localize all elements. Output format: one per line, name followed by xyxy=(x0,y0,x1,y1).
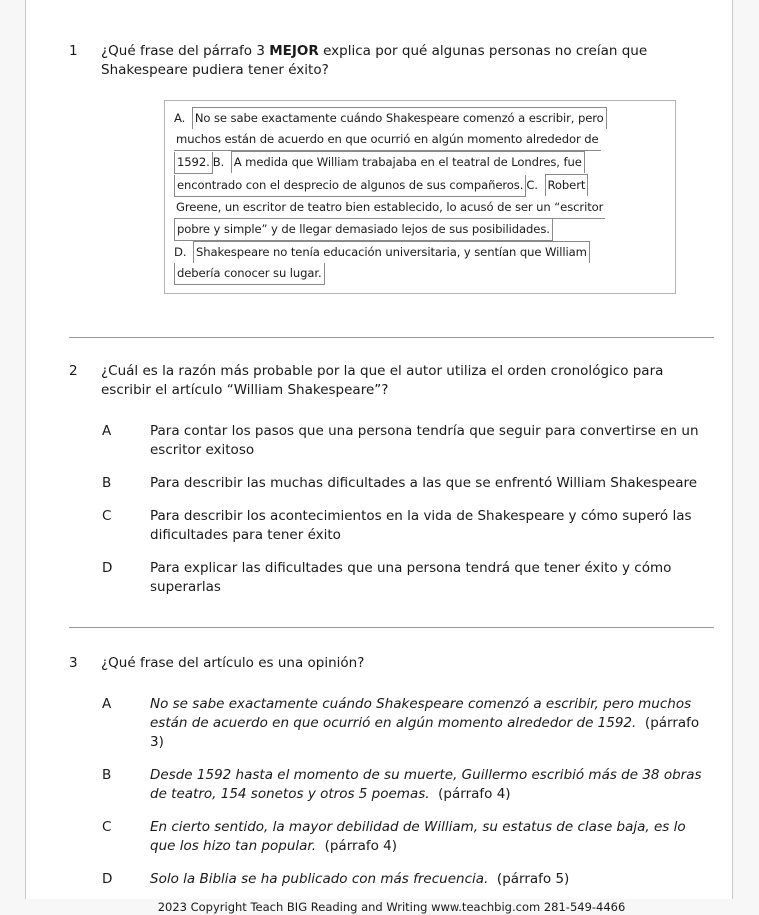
boxed-fragment-b1: A medida que William trabajaba en el teatral de Londres, fue xyxy=(231,151,585,173)
option-paragraph-ref-value: (párrafo 5) xyxy=(496,871,570,887)
footer-copyright: 2023 Copyright Teach BIG Reading and Writing www.teachbig.com 281-549-4466 xyxy=(157,900,626,914)
option-text: Para contar los pasos que una persona tendría que seguir para convertirse en un escritor exitoso xyxy=(150,423,699,458)
boxed-line-2 xyxy=(174,129,666,151)
question-2-prompt: ¿Cuál es la razón más probable por la que el autor utiliza el orden cronológico para escribir el artículo “William Shakespeare”? xyxy=(101,363,664,398)
question-3-header xyxy=(69,654,714,673)
question-2-option-d[interactable] xyxy=(69,559,714,597)
question-1-prompt-before: ¿Qué frase del párrafo 3 xyxy=(101,43,270,59)
question-2-number: 2 xyxy=(69,363,78,379)
boxed-fragment-c1: Robert xyxy=(545,174,589,196)
boxed-fragment-d2: debería conocer su lugar. xyxy=(174,263,325,285)
boxed-fragment-b2: encontrado con el desprecio de algunos de sus compañeros. xyxy=(174,175,526,197)
option-quote: No se sabe exactamente cuándo Shakespeare comenzó a escribir, pero muchos están de acuerdo en que ocurrió en algún momento alrededor de 1592. xyxy=(150,696,692,731)
option-letter: C xyxy=(102,508,112,524)
question-3-option-b[interactable] xyxy=(69,766,714,804)
option-paragraph-ref xyxy=(316,838,325,854)
boxed-label-b: B. xyxy=(212,155,225,169)
question-block-3 xyxy=(26,628,732,889)
option-quote: En cierto sentido, la mayor debilidad de William, su estatus de clase baja, es lo que los hizo tan popular. xyxy=(150,819,686,854)
question-1-prompt xyxy=(101,42,714,80)
boxed-fragment-a1: No se sabe exactamente cuándo Shakespeare comenzó a escribir, pero xyxy=(192,107,607,129)
boxed-label-c: C. xyxy=(526,178,538,192)
boxed-fragment-d1: Shakespeare no tenía educación universitaria, y sentían que William xyxy=(193,241,590,263)
question-3-number: 3 xyxy=(69,655,78,671)
option-text: Para describir las muchas dificultades a las que se enfrentó William Shakespeare xyxy=(150,475,698,491)
boxed-line-8 xyxy=(174,263,666,285)
option-quote: Desde 1592 hasta el momento de su muerte, Guillermo escribió más de 38 obras de teatro, 154 sonetos y otros 5 poemas. xyxy=(150,767,702,802)
boxed-line-3 xyxy=(174,151,666,174)
option-text xyxy=(150,818,714,856)
boxed-fragment-c3: pobre y simple” y de llegar demasiado lejos de sus posibilidades. xyxy=(174,219,553,241)
question-block-2 xyxy=(26,338,732,597)
option-letter: C xyxy=(102,819,112,835)
option-letter: B xyxy=(102,475,112,491)
question-2-option-b[interactable] xyxy=(69,474,714,493)
worksheet-page xyxy=(25,0,733,914)
option-letter: B xyxy=(102,767,112,783)
question-2-option-a[interactable] xyxy=(69,422,714,460)
boxed-fragment-a2: muchos están de acuerdo en que ocurrió en algún momento alrededor de xyxy=(174,129,601,151)
option-letter: A xyxy=(102,423,112,439)
boxed-label-a: A. xyxy=(174,111,186,125)
option-paragraph-ref-value: (párrafo 3) xyxy=(150,715,700,750)
option-paragraph-ref xyxy=(430,786,439,802)
worksheet-sheet xyxy=(26,0,732,914)
option-paragraph-ref-value: (párrafo 4) xyxy=(438,786,511,802)
boxed-fragment-a3: 1592. xyxy=(174,152,213,174)
question-1-prompt-emphasis: MEJOR xyxy=(269,43,319,59)
boxed-line-6 xyxy=(174,219,666,241)
option-paragraph-ref-value: (párrafo 4) xyxy=(324,838,397,854)
boxed-fragment-c2: Greene, un escritor de teatro bien establecido, lo acusó de ser un “escritor xyxy=(174,197,605,219)
option-paragraph-ref xyxy=(636,715,645,731)
question-3-option-c[interactable] xyxy=(69,818,714,856)
option-letter: D xyxy=(102,871,113,887)
question-3-option-a[interactable] xyxy=(69,695,714,752)
question-1-prompt-after: explica por qué algunas personas no creían que Shakespeare pudiera tener éxito? xyxy=(101,43,648,78)
question-block-1 xyxy=(26,0,732,294)
option-text xyxy=(150,766,714,804)
question-2-option-c[interactable] xyxy=(69,507,714,545)
option-letter: A xyxy=(102,696,112,712)
question-1-number: 1 xyxy=(69,43,78,59)
question-2-header xyxy=(69,362,714,400)
option-paragraph-ref xyxy=(488,871,497,887)
option-text xyxy=(150,870,714,889)
option-quote: Solo la Biblia se ha publicado con más frecuencia. xyxy=(150,871,489,887)
boxed-line-4 xyxy=(174,174,666,197)
option-letter: D xyxy=(102,560,113,576)
boxed-line-5 xyxy=(174,197,666,219)
option-text: Para explicar las dificultades que una persona tendrá que tener éxito y cómo superarlas xyxy=(150,560,672,595)
question-3-option-d[interactable] xyxy=(69,870,714,889)
question-3-prompt: ¿Qué frase del artículo es una opinión? xyxy=(101,655,365,671)
option-text: Para describir los acontecimientos en la vida de Shakespeare y cómo superó las dificultades para tener éxito xyxy=(150,508,692,543)
option-text xyxy=(150,695,714,752)
boxed-line-7 xyxy=(174,241,666,263)
question-1-header xyxy=(69,42,714,80)
boxed-label-d: D. xyxy=(174,245,187,259)
boxed-line-1 xyxy=(174,107,666,129)
question-1-answer-box xyxy=(164,100,676,294)
